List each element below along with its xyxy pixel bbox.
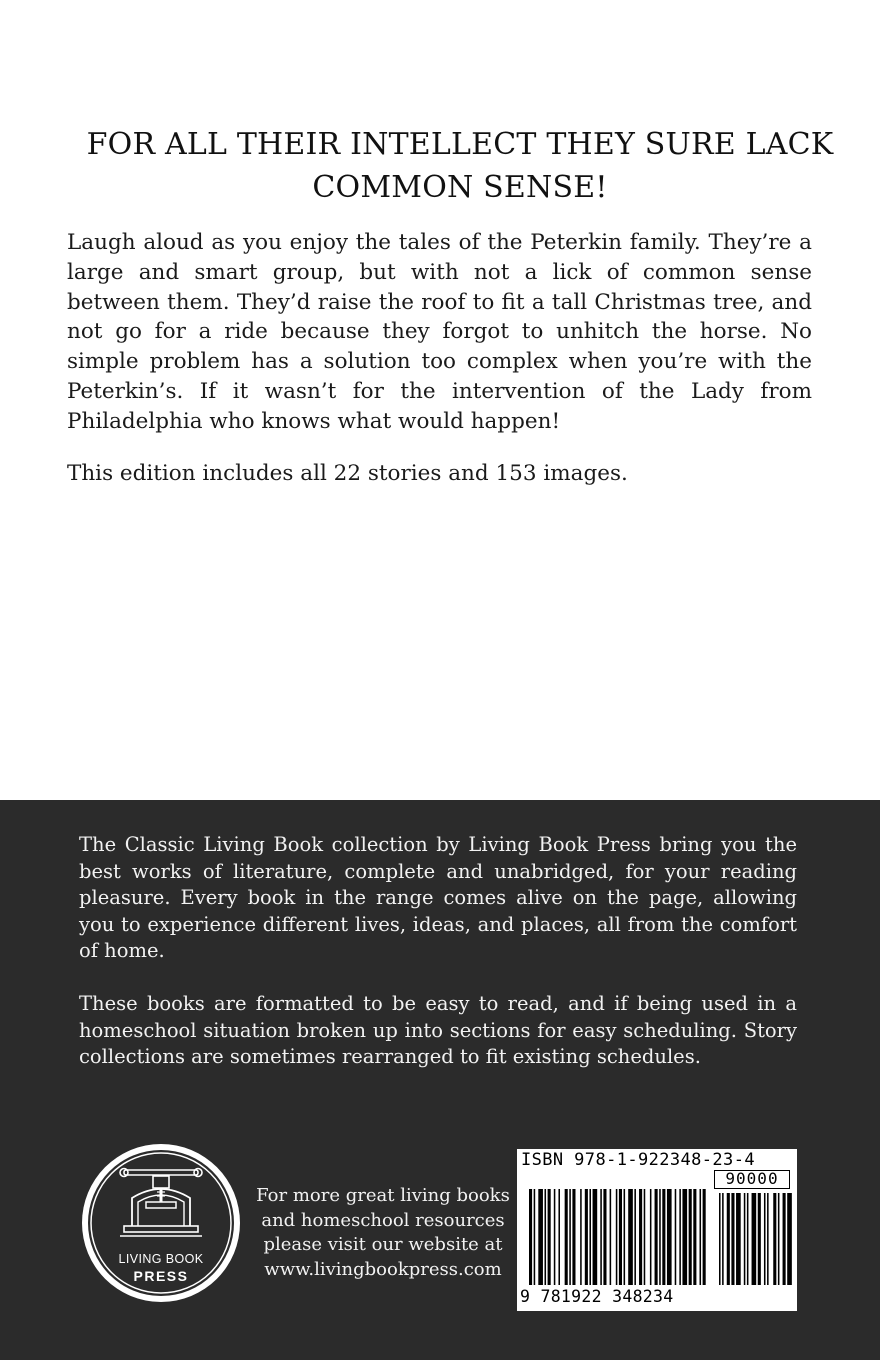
book-description: Laugh aloud as you enjoy the tales of the Peterkin family. They’re a large and smart group, but with not a lick of common sense between them. They’d raise the roof to fit a tall Christmas tree, and not go for a ride because they forgot to unhitch the horse. No simple problem has a solution too complex when you’re with the Peterkin’s. If it wasn’t for the intervention of the Lady from Philadelphia who knows what would happen! — [67, 230, 812, 434]
website-info — [255, 1184, 511, 1282]
isbn-label: ISBN 978-1-922348-23-4 — [521, 1150, 755, 1170]
barcode-bar — [603, 1189, 606, 1285]
barcode-bar — [534, 1189, 536, 1285]
barcode-bar — [572, 1189, 575, 1285]
publisher-logo — [80, 1142, 242, 1304]
barcode-addon-bar — [773, 1193, 776, 1285]
barcode-addon-bar — [783, 1193, 786, 1285]
website-url: www.livingbookpress.com — [264, 1258, 502, 1280]
barcode-bar — [682, 1189, 687, 1285]
barcode-bar — [703, 1189, 706, 1285]
barcode-bar — [593, 1189, 598, 1285]
barcode-bar — [565, 1189, 568, 1285]
headline-line-2: COMMON SENSE! — [312, 170, 608, 205]
barcode-addon-bar — [722, 1193, 724, 1285]
barcode-bar — [569, 1189, 571, 1285]
website-info-line-1: For more great living books — [256, 1185, 510, 1206]
website-info-line-3: please visit our website at — [263, 1234, 503, 1255]
barcode-bar — [580, 1189, 582, 1285]
barcode-bar — [693, 1189, 696, 1285]
barcode-bar — [538, 1189, 543, 1285]
barcode-bar — [585, 1189, 588, 1285]
barcode-bar — [700, 1189, 702, 1285]
barcode-addon-bar — [719, 1193, 721, 1285]
barcode-bar — [639, 1189, 642, 1285]
barcode-bar — [655, 1189, 658, 1285]
price-code: 90000 — [714, 1170, 790, 1189]
barcode-bar — [689, 1189, 692, 1285]
barcode-addon-bar — [758, 1193, 761, 1285]
barcode-bar — [667, 1189, 672, 1285]
edition-note: This edition includes all 22 stories and 153 images. — [67, 461, 628, 486]
barcode-addon-bar — [787, 1193, 792, 1285]
logo-text-line-1: LIVING BOOK — [118, 1252, 204, 1266]
headline-line-1: FOR ALL THEIR INTELLECT THEY SURE LACK — [86, 127, 834, 162]
barcode-addon-bar — [764, 1193, 766, 1285]
barcode-bar — [600, 1189, 602, 1285]
barcode-addon-bar — [744, 1193, 746, 1285]
series-paragraph-2: These books are formatted to be easy to read, and if being used in a homeschool situation broken up into sections for easy scheduling. Story collections are sometimes rearranged to fit existing schedules. — [79, 992, 797, 1068]
barcode-addon-bar — [727, 1193, 730, 1285]
isbn-barcode — [517, 1149, 797, 1311]
barcode-bar — [679, 1189, 681, 1285]
barcode-addon-bar — [767, 1193, 769, 1285]
barcode-bar — [634, 1189, 636, 1285]
barcode-bar — [619, 1189, 622, 1285]
barcode-bar — [529, 1189, 532, 1285]
barcode-bars — [519, 1189, 795, 1287]
barcode-bar — [644, 1189, 646, 1285]
series-panel — [0, 800, 880, 1360]
barcode-bar — [624, 1189, 626, 1285]
barcode-addon-bar — [752, 1193, 757, 1285]
barcode-bar — [610, 1189, 612, 1285]
barcode-bar — [650, 1189, 652, 1285]
barcode-addon-bar — [747, 1193, 749, 1285]
barcode-bar — [558, 1189, 560, 1285]
barcode-bar — [662, 1189, 665, 1285]
barcode-bar — [545, 1189, 547, 1285]
series-paragraph-1: The Classic Living Book collection by Living Book Press bring you the best works of literature, complete and unabridged, for your reading pleasure. Every book in the range comes alive on the page, allowing you to experience different lives, ideas, and places, all from the comfort of home. — [79, 833, 797, 962]
logo-text-line-2: PRESS — [133, 1268, 189, 1284]
barcode-bar — [628, 1189, 633, 1285]
ean-number: 9 781922 348234 — [520, 1287, 674, 1306]
barcode-addon-bar — [736, 1193, 741, 1285]
website-info-line-2: and homeschool resources — [261, 1209, 505, 1231]
barcode-bar — [589, 1189, 591, 1285]
barcode-bar — [548, 1189, 551, 1285]
barcode-addon-bar — [731, 1193, 734, 1285]
barcode-addon-bar — [778, 1193, 780, 1285]
barcode-bar — [554, 1189, 556, 1285]
barcode-bar — [659, 1189, 661, 1285]
headline — [60, 123, 860, 209]
barcode-bar — [616, 1189, 618, 1285]
barcode-bar — [675, 1189, 677, 1285]
